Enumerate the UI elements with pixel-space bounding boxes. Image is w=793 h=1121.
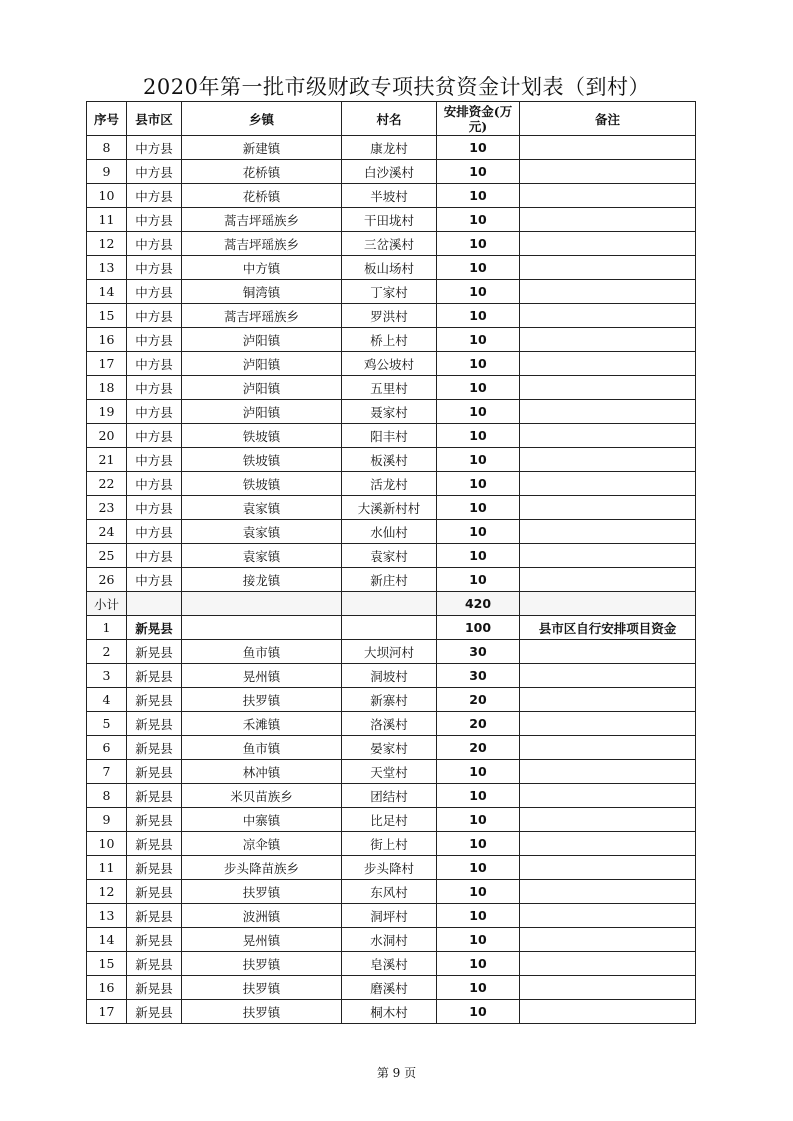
county-cell: 新晃县 (127, 640, 182, 664)
subtotal-row (87, 592, 696, 616)
town-cell: 林冲镇 (182, 760, 342, 784)
amount-cell: 10 (437, 352, 520, 376)
town-cell: 扶罗镇 (182, 952, 342, 976)
village-cell: 板溪村 (342, 448, 437, 472)
amount-cell: 10 (437, 544, 520, 568)
village-cell: 水仙村 (342, 520, 437, 544)
header-amount: 安排资金(万元) (437, 102, 520, 136)
table-row (87, 928, 696, 952)
county-cell: 新晃县 (127, 712, 182, 736)
amount-cell: 10 (437, 928, 520, 952)
village-cell: 新庄村 (342, 568, 437, 592)
header-seq: 序号 (87, 102, 127, 136)
village-cell: 水洞村 (342, 928, 437, 952)
village-cell: 洞坡村 (342, 664, 437, 688)
amount-cell: 10 (437, 496, 520, 520)
note-cell (520, 352, 696, 376)
table-row (87, 256, 696, 280)
village-cell: 洛溪村 (342, 712, 437, 736)
village-cell: 活龙村 (342, 472, 437, 496)
note-cell (520, 784, 696, 808)
table-row (87, 352, 696, 376)
county-cell: 中方县 (127, 256, 182, 280)
seq-cell: 22 (87, 472, 127, 496)
village-cell: 罗洪村 (342, 304, 437, 328)
town-cell: 泸阳镇 (182, 376, 342, 400)
seq-cell: 11 (87, 208, 127, 232)
town-cell: 鱼市镇 (182, 736, 342, 760)
village-cell: 丁家村 (342, 280, 437, 304)
table-row (87, 472, 696, 496)
town-cell: 扶罗镇 (182, 1000, 342, 1024)
table-row (87, 880, 696, 904)
town-cell: 蒿吉坪瑶族乡 (182, 208, 342, 232)
county-cell: 中方县 (127, 280, 182, 304)
note-cell (520, 1000, 696, 1024)
town-cell: 泸阳镇 (182, 328, 342, 352)
town-cell: 蒿吉坪瑶族乡 (182, 304, 342, 328)
amount-cell: 10 (437, 1000, 520, 1024)
town-cell: 泸阳镇 (182, 352, 342, 376)
village-cell: 洞坪村 (342, 904, 437, 928)
seq-cell: 25 (87, 544, 127, 568)
county-cell: 中方县 (127, 184, 182, 208)
seq-cell: 14 (87, 928, 127, 952)
table-row (87, 832, 696, 856)
county-cell: 中方县 (127, 544, 182, 568)
town-cell: 晃州镇 (182, 664, 342, 688)
county-cell: 新晃县 (127, 856, 182, 880)
village-cell: 大溪新村村 (342, 496, 437, 520)
amount-cell: 10 (437, 952, 520, 976)
town-cell: 中寨镇 (182, 808, 342, 832)
table-header (87, 102, 696, 136)
note-cell (520, 448, 696, 472)
table-row (87, 760, 696, 784)
note-cell (520, 712, 696, 736)
header-county: 县市区 (127, 102, 182, 136)
village-cell: 半坡村 (342, 184, 437, 208)
county-cell: 中方县 (127, 496, 182, 520)
seq-cell: 16 (87, 328, 127, 352)
subtotal-village-cell (342, 592, 437, 616)
table-row (87, 520, 696, 544)
seq-cell: 2 (87, 640, 127, 664)
town-cell: 接龙镇 (182, 568, 342, 592)
seq-cell: 15 (87, 952, 127, 976)
subtotal-note-cell (520, 592, 696, 616)
county-cell: 新晃县 (127, 952, 182, 976)
town-cell: 扶罗镇 (182, 976, 342, 1000)
table-row (87, 736, 696, 760)
amount-cell: 10 (437, 400, 520, 424)
county-cell: 新晃县 (127, 664, 182, 688)
note-cell (520, 808, 696, 832)
table-row (87, 496, 696, 520)
seq-cell: 1 (87, 616, 127, 640)
subtotal-section (87, 592, 696, 616)
note-cell (520, 376, 696, 400)
town-cell: 步头降苗族乡 (182, 856, 342, 880)
village-cell: 阳丰村 (342, 424, 437, 448)
amount-cell: 20 (437, 736, 520, 760)
county-cell: 中方县 (127, 472, 182, 496)
town-cell: 泸阳镇 (182, 400, 342, 424)
note-cell (520, 136, 696, 160)
county-cell: 中方县 (127, 136, 182, 160)
town-cell: 新建镇 (182, 136, 342, 160)
county-cell: 中方县 (127, 520, 182, 544)
county-cell: 新晃县 (127, 976, 182, 1000)
table-row (87, 976, 696, 1000)
subtotal-amount: 420 (437, 592, 520, 616)
seq-cell: 6 (87, 736, 127, 760)
amount-cell: 10 (437, 904, 520, 928)
county-cell: 新晃县 (127, 784, 182, 808)
table-row (87, 784, 696, 808)
town-cell: 袁家镇 (182, 496, 342, 520)
header-village: 村名 (342, 102, 437, 136)
town-cell: 铜湾镇 (182, 280, 342, 304)
seq-cell: 23 (87, 496, 127, 520)
amount-cell: 10 (437, 784, 520, 808)
note-cell (520, 520, 696, 544)
village-cell: 聂家村 (342, 400, 437, 424)
village-cell: 白沙溪村 (342, 160, 437, 184)
table-row (87, 640, 696, 664)
seq-cell: 15 (87, 304, 127, 328)
village-cell: 康龙村 (342, 136, 437, 160)
amount-cell: 10 (437, 976, 520, 1000)
amount-cell: 10 (437, 136, 520, 160)
seq-cell: 9 (87, 808, 127, 832)
town-cell: 铁坡镇 (182, 448, 342, 472)
note-cell (520, 496, 696, 520)
village-cell: 干田垅村 (342, 208, 437, 232)
town-cell (182, 616, 342, 640)
table-row (87, 616, 696, 640)
seq-cell: 26 (87, 568, 127, 592)
county-cell: 新晃县 (127, 760, 182, 784)
table-row (87, 304, 696, 328)
note-cell (520, 256, 696, 280)
village-cell: 磨溪村 (342, 976, 437, 1000)
county-cell: 中方县 (127, 424, 182, 448)
county-cell: 中方县 (127, 400, 182, 424)
funding-plan-table (86, 101, 696, 1024)
town-cell: 米贝苗族乡 (182, 784, 342, 808)
amount-cell: 20 (437, 712, 520, 736)
village-cell: 皂溪村 (342, 952, 437, 976)
table-row (87, 208, 696, 232)
seq-cell: 17 (87, 1000, 127, 1024)
seq-cell: 14 (87, 280, 127, 304)
village-cell: 板山场村 (342, 256, 437, 280)
table-row (87, 952, 696, 976)
note-cell (520, 304, 696, 328)
village-cell: 五里村 (342, 376, 437, 400)
town-cell: 扶罗镇 (182, 880, 342, 904)
note-cell: 县市区自行安排项目资金 (520, 616, 696, 640)
table-row (87, 448, 696, 472)
seq-cell: 24 (87, 520, 127, 544)
amount-cell: 100 (437, 616, 520, 640)
county-cell: 新晃县 (127, 904, 182, 928)
table-row (87, 424, 696, 448)
xinhuang-rows (87, 616, 696, 1024)
town-cell: 蒿吉坪瑶族乡 (182, 232, 342, 256)
amount-cell: 10 (437, 448, 520, 472)
village-cell: 东风村 (342, 880, 437, 904)
table-row (87, 712, 696, 736)
header-town: 乡镇 (182, 102, 342, 136)
village-cell: 袁家村 (342, 544, 437, 568)
county-cell: 中方县 (127, 232, 182, 256)
amount-cell: 10 (437, 256, 520, 280)
county-cell: 新晃县 (127, 736, 182, 760)
county-cell: 中方县 (127, 568, 182, 592)
amount-cell: 10 (437, 520, 520, 544)
table-row (87, 568, 696, 592)
note-cell (520, 688, 696, 712)
county-cell: 新晃县 (127, 880, 182, 904)
county-cell: 中方县 (127, 208, 182, 232)
table-row (87, 688, 696, 712)
seq-cell: 10 (87, 184, 127, 208)
amount-cell: 10 (437, 856, 520, 880)
note-cell (520, 472, 696, 496)
town-cell: 波洲镇 (182, 904, 342, 928)
table-row (87, 232, 696, 256)
amount-cell: 10 (437, 808, 520, 832)
county-cell: 新晃县 (127, 928, 182, 952)
village-cell: 桥上村 (342, 328, 437, 352)
village-cell: 桐木村 (342, 1000, 437, 1024)
subtotal-town-cell (182, 592, 342, 616)
county-cell: 新晃县 (127, 808, 182, 832)
note-cell (520, 856, 696, 880)
seq-cell: 13 (87, 904, 127, 928)
town-cell: 鱼市镇 (182, 640, 342, 664)
seq-cell: 5 (87, 712, 127, 736)
table-row (87, 136, 696, 160)
seq-cell: 20 (87, 424, 127, 448)
note-cell (520, 232, 696, 256)
table-row (87, 1000, 696, 1024)
seq-cell: 10 (87, 832, 127, 856)
seq-cell: 16 (87, 976, 127, 1000)
town-cell: 扶罗镇 (182, 688, 342, 712)
note-cell (520, 208, 696, 232)
amount-cell: 10 (437, 328, 520, 352)
amount-cell: 10 (437, 472, 520, 496)
table-row (87, 808, 696, 832)
town-cell: 花桥镇 (182, 160, 342, 184)
seq-cell: 3 (87, 664, 127, 688)
county-cell: 新晃县 (127, 1000, 182, 1024)
table-row (87, 184, 696, 208)
town-cell: 中方镇 (182, 256, 342, 280)
note-cell (520, 328, 696, 352)
seq-cell: 8 (87, 784, 127, 808)
village-cell: 鸡公坡村 (342, 352, 437, 376)
table-row (87, 328, 696, 352)
amount-cell: 10 (437, 376, 520, 400)
village-cell: 大坝河村 (342, 640, 437, 664)
note-cell (520, 664, 696, 688)
seq-cell: 4 (87, 688, 127, 712)
note-cell (520, 952, 696, 976)
village-cell: 新寨村 (342, 688, 437, 712)
town-cell: 凉伞镇 (182, 832, 342, 856)
note-cell (520, 880, 696, 904)
note-cell (520, 832, 696, 856)
header-row (87, 102, 696, 136)
town-cell: 袁家镇 (182, 520, 342, 544)
note-cell (520, 928, 696, 952)
county-cell: 新晃县 (127, 616, 182, 640)
seq-cell: 17 (87, 352, 127, 376)
amount-cell: 10 (437, 760, 520, 784)
amount-cell: 10 (437, 424, 520, 448)
village-cell: 比足村 (342, 808, 437, 832)
note-cell (520, 280, 696, 304)
county-cell: 中方县 (127, 304, 182, 328)
village-cell: 天堂村 (342, 760, 437, 784)
village-cell (342, 616, 437, 640)
town-cell: 晃州镇 (182, 928, 342, 952)
subtotal-label: 小计 (87, 592, 127, 616)
note-cell (520, 976, 696, 1000)
amount-cell: 20 (437, 688, 520, 712)
town-cell: 袁家镇 (182, 544, 342, 568)
note-cell (520, 736, 696, 760)
amount-cell: 10 (437, 568, 520, 592)
amount-cell: 30 (437, 664, 520, 688)
village-cell: 团结村 (342, 784, 437, 808)
seq-cell: 12 (87, 232, 127, 256)
county-cell: 新晃县 (127, 832, 182, 856)
zhongfang-rows (87, 136, 696, 592)
subtotal-county-cell (127, 592, 182, 616)
note-cell (520, 640, 696, 664)
county-cell: 中方县 (127, 448, 182, 472)
note-cell (520, 904, 696, 928)
county-cell: 新晃县 (127, 688, 182, 712)
note-cell (520, 568, 696, 592)
header-note: 备注 (520, 102, 696, 136)
amount-cell: 10 (437, 208, 520, 232)
amount-cell: 10 (437, 232, 520, 256)
amount-cell: 10 (437, 184, 520, 208)
seq-cell: 12 (87, 880, 127, 904)
town-cell: 铁坡镇 (182, 472, 342, 496)
seq-cell: 19 (87, 400, 127, 424)
village-cell: 晏家村 (342, 736, 437, 760)
county-cell: 中方县 (127, 376, 182, 400)
amount-cell: 10 (437, 160, 520, 184)
note-cell (520, 184, 696, 208)
amount-cell: 10 (437, 880, 520, 904)
note-cell (520, 544, 696, 568)
county-cell: 中方县 (127, 352, 182, 376)
amount-cell: 10 (437, 280, 520, 304)
seq-cell: 9 (87, 160, 127, 184)
page-number: 第 9 页 (376, 1066, 417, 1080)
village-cell: 街上村 (342, 832, 437, 856)
seq-cell: 21 (87, 448, 127, 472)
table-row (87, 664, 696, 688)
village-cell: 三岔溪村 (342, 232, 437, 256)
seq-cell: 13 (87, 256, 127, 280)
county-cell: 中方县 (127, 328, 182, 352)
town-cell: 花桥镇 (182, 184, 342, 208)
page-title: 2020年第一批市级财政专项扶贫资金计划表（到村） (143, 75, 650, 99)
seq-cell: 7 (87, 760, 127, 784)
table-row (87, 160, 696, 184)
seq-cell: 11 (87, 856, 127, 880)
note-cell (520, 760, 696, 784)
table-row (87, 856, 696, 880)
table-row (87, 904, 696, 928)
note-cell (520, 400, 696, 424)
note-cell (520, 160, 696, 184)
table-row (87, 544, 696, 568)
amount-cell: 10 (437, 832, 520, 856)
amount-cell: 10 (437, 304, 520, 328)
table-row (87, 376, 696, 400)
village-cell: 步头降村 (342, 856, 437, 880)
amount-cell: 30 (437, 640, 520, 664)
town-cell: 禾滩镇 (182, 712, 342, 736)
town-cell: 铁坡镇 (182, 424, 342, 448)
note-cell (520, 424, 696, 448)
seq-cell: 18 (87, 376, 127, 400)
table-row (87, 280, 696, 304)
seq-cell: 8 (87, 136, 127, 160)
table-row (87, 400, 696, 424)
county-cell: 中方县 (127, 160, 182, 184)
